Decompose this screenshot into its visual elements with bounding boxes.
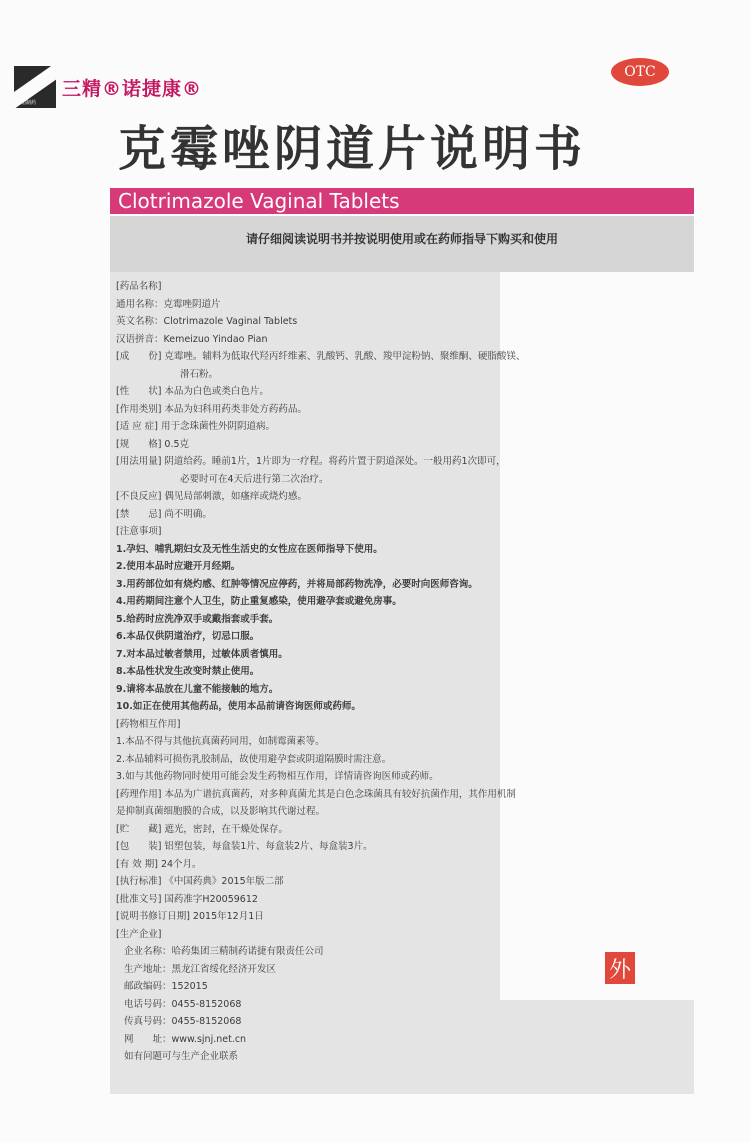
leaflet-line: 10.如正在使用其他药品，使用本品前请咨询医师或药师。 [116,701,361,712]
leaflet-line: [成 份] 克霉唑。辅料为低取代羟丙纤维素、乳酸钙、乳酸、羧甲淀粉钠、聚维酮、硬脂酸镁、 [116,351,526,362]
leaflet-line: [禁 忌] 尚不明确。 [116,508,212,520]
leaflet-line: [执行标准] 《中国药典》2015年版二部 [116,876,284,887]
leaflet-line: [药品名称] [116,281,162,292]
leaflet-line: 2.本品辅料可损伤乳胶制品，故使用避孕套或阴道隔膜时需注意。 [116,753,392,765]
leaflet-body [116,278,636,1066]
leaflet-line: 5.给药时应洗净双手或戴指套或手套。 [116,613,279,625]
leaflet-line: 1.本品不得与其他抗真菌药同用，如制霉菌素等。 [116,736,325,747]
leaflet-line: 8.本品性状发生改变时禁止使用。 [116,666,260,677]
leaflet-line: 必要时可在4天后进行第二次治疗。 [180,473,329,485]
leaflet-line: 英文名称：Clotrimazole Vaginal Tablets [116,316,298,327]
leaflet-line: [贮 藏] 遮光，密封，在干燥处保存。 [116,823,288,835]
brand [14,66,202,108]
leaflet-line: [说明书修订日期] 2015年12月1日 [116,911,264,922]
leaflet-line: [作用类别] 本品为妇科用药类非处方药药品。 [116,403,307,415]
leaflet-line: 电话号码：0455-8152068 [124,998,242,1010]
leaflet-line: 7.对本品过敏者禁用，过敏体质者慎用。 [116,648,288,660]
page-title: 克霉唑阴道片说明书 [118,121,587,177]
leaflet-line: [药理作用] 本品为广谱抗真菌药，对多种真菌尤其是白色念珠菌具有较好抗菌作用，其作用机制 [116,788,516,800]
leaflet-line: 3.用药部位如有烧灼感、红肿等情况应停药，并将局部药物洗净，必要时向医师咨询。 [116,578,478,590]
leaflet-line: 是抑制真菌细胞膜的合成，以及影响其代谢过程。 [116,806,326,817]
otc-badge: OTC [611,58,669,86]
english-title-bar [110,188,694,214]
leaflet-line: 滑石粉。 [180,368,219,380]
leaflet-line: [规 格] 0.5克 [116,438,190,450]
leaflet-line: 如有问题可与生产企业联系 [124,1051,239,1062]
leaflet-line: [用法用量] 阴道给药。睡前1片，1片即为一疗程。将药片置于阴道深处。一般用药1次即可， [116,456,506,467]
leaflet-line: 3.如与其他药物同时使用可能会发生药物相互作用，详情请咨询医师或药师。 [116,771,439,782]
leaflet-line: [包 装] 铝塑包装，每盒装1片、每盒装2片、每盒装3片。 [116,841,373,852]
leaflet-line: 传真号码：0455-8152068 [124,1016,242,1027]
leaflet-line: [药物相互作用] [116,718,181,730]
leaflet-line: 汉语拼音：Kemeizuo Yindao Pian [116,333,268,345]
leaflet-line: [适 应 症] 用于念珠菌性外阴阴道病。 [116,421,275,432]
leaflet-line: [批准文号] 国药准字H20059612 [116,893,258,905]
leaflet-line: [有 效 期] 24个月。 [116,858,202,870]
leaflet-line: [生产企业] [116,928,162,940]
leaflet-line: 6.本品仅供阴道治疗，切忌口服。 [116,631,260,642]
external-use-badge: 外 [605,952,635,984]
english-title: Clotrimazole Vaginal Tablets [118,189,400,213]
company-logo: 三精制药 [14,66,56,108]
leaflet-line: 4.用药期间注意个人卫生，防止重复感染，使用避孕套或避免房事。 [116,596,402,607]
brand-name: 三精®诺捷康® [62,77,203,100]
leaflet-line: 生产地址：黑龙江省绥化经济开发区 [124,963,277,975]
leaflet-line: [性 状] 本品为白色或类白色片。 [116,386,269,397]
warning-text: 请仔细阅读说明书并按说明使用或在药师指导下购买和使用 [245,232,558,246]
leaflet-line: [注意事项] [116,526,162,537]
leaflet-line: 网 址：www.sjnj.net.cn [124,1033,247,1045]
leaflet-line: 9.请将本品放在儿童不能接触的地方。 [116,683,279,695]
leaflet-line: 企业名称：哈药集团三精制药诺捷有限责任公司 [124,946,324,957]
leaflet-line: 2.使用本品时应避开月经期。 [116,561,241,572]
leaflet-line: [不良反应] 偶见局部刺激，如瘙痒或烧灼感。 [116,491,307,502]
leaflet-line: 通用名称：克霉唑阴道片 [116,298,221,310]
leaflet-line: 1.孕妇、哺乳期妇女及无性生活史的女性应在医师指导下使用。 [116,543,383,555]
leaflet-line: 邮政编码：152015 [124,981,208,992]
